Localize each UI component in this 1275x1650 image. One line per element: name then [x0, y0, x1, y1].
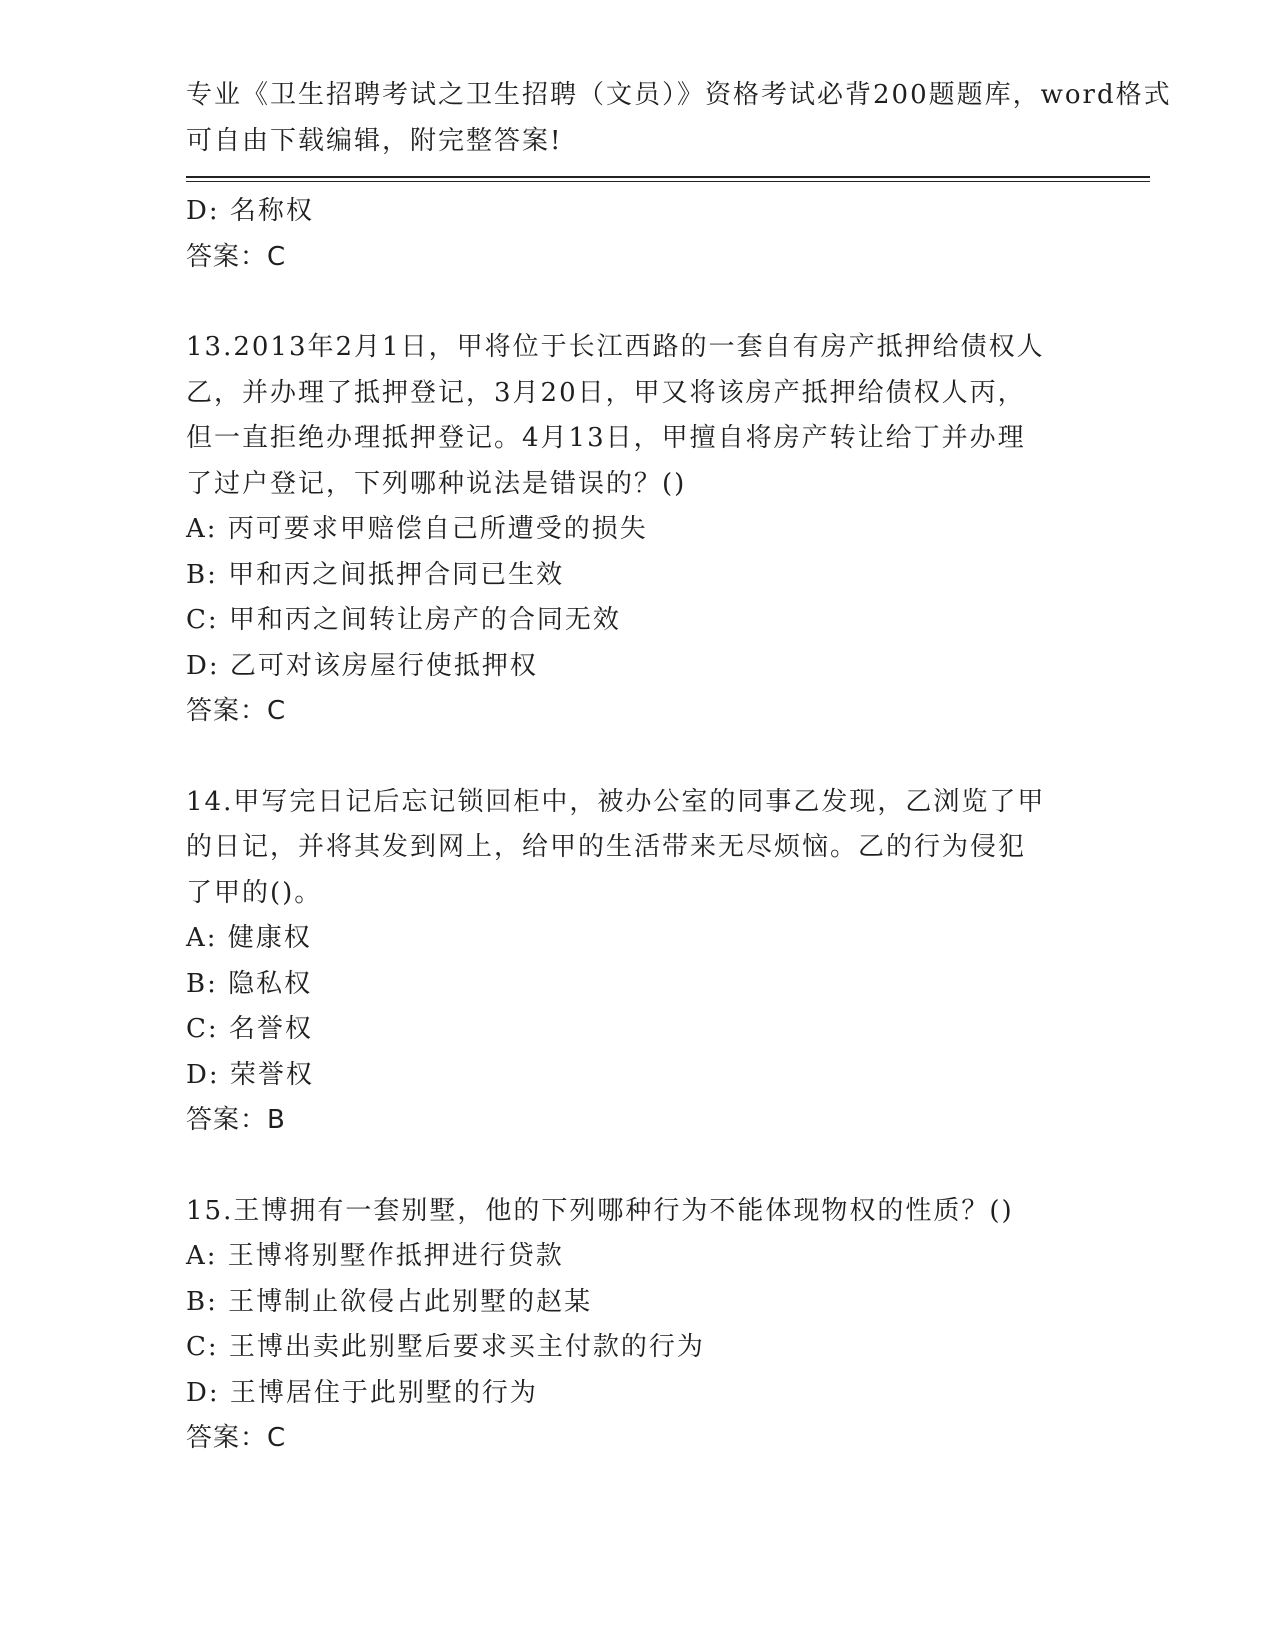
option-b: B: 甲和丙之间抵押合同已生效	[186, 559, 565, 590]
previous-question-tail	[186, 189, 1086, 280]
header-line-2: 可自由下载编辑，附完整答案!	[186, 125, 563, 156]
answer-line: 答案：B	[186, 1105, 286, 1135]
question-13	[186, 325, 1086, 735]
question-text-line: 13.2013年2月1日，甲将位于长江西路的一套自有房产抵押给债权人	[186, 332, 1045, 362]
option-d: D: 荣誉权	[186, 1059, 314, 1090]
header-divider	[186, 176, 1150, 178]
answer-line: 答案：C	[186, 696, 287, 726]
question-text-line: 15.王博拥有一套别墅，他的下列哪种行为不能体现物权的性质？()	[186, 1195, 1014, 1226]
question-15	[186, 1189, 1086, 1462]
option-b: B: 隐私权	[186, 968, 313, 999]
question-content	[186, 189, 1086, 1462]
question-text-line: 14.甲写完日记后忘记锁回柜中，被办公室的同事乙发现，乙浏览了甲	[186, 786, 1046, 817]
option-a: A: 丙可要求甲赔偿自己所遭受的损失	[186, 514, 648, 544]
option-c: C: 王博出卖此别墅后要求买主付款的行为	[186, 1332, 705, 1362]
option-c: C: 甲和丙之间转让房产的合同无效	[186, 605, 621, 635]
question-text-line: 乙，并办理了抵押登记，3月20日，甲又将该房产抵押给债权人丙，	[186, 377, 1026, 408]
question-text-line: 了甲的()。	[186, 877, 323, 908]
option-a: A: 王博将别墅作抵押进行贷款	[186, 1241, 564, 1271]
header-divider-thin	[186, 181, 1150, 182]
answer-line: 答案：C	[186, 1423, 287, 1453]
option-a: A: 健康权	[186, 923, 312, 953]
question-text-line: 但一直拒绝办理抵押登记。4月13日，甲擅自将房产转让给丁并办理	[186, 423, 1026, 453]
spacer	[186, 280, 1086, 325]
question-text-line: 的日记，并将其发到网上，给甲的生活带来无尽烦恼。乙的行为侵犯	[186, 832, 1027, 862]
option-b: B: 王博制止欲侵占此别墅的赵某	[186, 1286, 593, 1317]
header-line-1: 专业《卫生招聘考试之卫生招聘（文员）》资格考试必背200题题库，word格式	[186, 80, 1172, 110]
answer-line: 答案：C	[186, 241, 287, 272]
question-text-line: 了过户登记，下列哪种说法是错误的？()	[186, 468, 687, 499]
document-header	[186, 73, 1172, 164]
spacer	[186, 1144, 1086, 1189]
option-d: D: 乙可对该房屋行使抵押权	[186, 650, 538, 681]
spacer	[186, 735, 1086, 780]
option-d: D: 名称权	[186, 196, 314, 226]
question-14	[186, 780, 1086, 1144]
option-d: D: 王博居住于此别墅的行为	[186, 1377, 538, 1408]
option-c: C: 名誉权	[186, 1014, 313, 1044]
